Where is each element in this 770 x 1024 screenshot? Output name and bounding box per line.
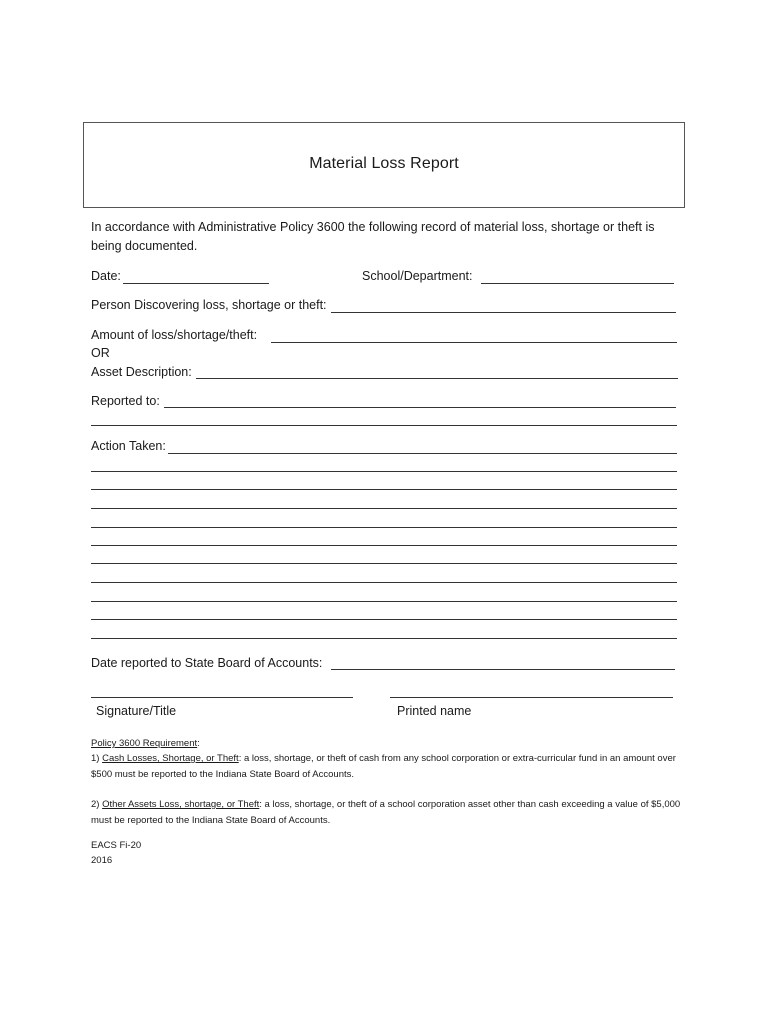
school-label: School/Department: xyxy=(362,269,473,283)
policy-item-1-title: Cash Losses, Shortage, or Theft xyxy=(102,753,239,764)
printed-name-label: Printed name xyxy=(397,704,472,718)
action-line[interactable] xyxy=(91,601,677,602)
printed-name-field[interactable] xyxy=(390,697,673,698)
policy-item-1-number: 1) xyxy=(91,753,103,764)
policy-item-2-number: 2) xyxy=(91,799,103,810)
amount-field[interactable] xyxy=(271,342,677,343)
sboa-label: Date reported to State Board of Accounts: xyxy=(91,656,323,670)
reported-field-line-2[interactable] xyxy=(91,425,677,426)
person-label: Person Discovering loss, shortage or theft: xyxy=(91,298,327,312)
policy-item-2-text: : a loss, shortage, or theft of a school corporation asset other than cash exceeding a value of $5,000 must be reported to the Indiana State Board of Accounts. xyxy=(91,799,681,826)
policy-heading-text: Policy 3600 Requirement xyxy=(91,738,198,749)
or-label: OR xyxy=(91,346,110,360)
policy-item-2-title: Other Assets Loss, shortage, or Theft xyxy=(102,799,260,810)
policy-item-2 xyxy=(91,797,681,828)
school-field[interactable] xyxy=(481,283,674,284)
action-line[interactable] xyxy=(91,508,677,509)
date-label: Date: xyxy=(91,269,121,283)
action-label: Action Taken: xyxy=(91,439,166,453)
action-line[interactable] xyxy=(91,545,677,546)
signature-label: Signature/Title xyxy=(96,704,177,718)
person-field[interactable] xyxy=(331,312,676,313)
policy-heading-colon: : xyxy=(197,738,200,749)
form-code: EACS Fi-20 xyxy=(91,840,142,851)
policy-heading xyxy=(91,736,200,752)
signature-field[interactable] xyxy=(91,697,353,698)
page-title: Material Loss Report xyxy=(309,155,459,172)
action-line[interactable] xyxy=(91,582,677,583)
action-line[interactable] xyxy=(91,489,677,490)
action-line[interactable] xyxy=(91,471,677,472)
asset-field[interactable] xyxy=(196,378,678,379)
action-field[interactable] xyxy=(168,453,677,454)
policy-item-1-text: : a loss, shortage, or theft of cash from any school corporation or extra-curricular fund in an amount over $500 must be reported to the Indiana State Board of Accounts. xyxy=(91,753,676,780)
intro-paragraph: In accordance with Administrative Policy 3600 the following record of material loss, shortage or theft is being documented. xyxy=(91,220,655,253)
action-line[interactable] xyxy=(91,527,677,528)
reported-label: Reported to: xyxy=(91,394,160,408)
reported-field[interactable] xyxy=(164,407,676,408)
sboa-field[interactable] xyxy=(331,669,675,670)
date-field[interactable] xyxy=(123,283,269,284)
action-line[interactable] xyxy=(91,563,677,564)
form-year: 2016 xyxy=(91,855,113,866)
action-line[interactable] xyxy=(91,638,677,639)
policy-item-1 xyxy=(91,751,681,782)
action-line[interactable] xyxy=(91,619,677,620)
title-box xyxy=(83,122,685,208)
amount-label: Amount of loss/shortage/theft: xyxy=(91,328,258,342)
asset-label: Asset Description: xyxy=(91,365,192,379)
